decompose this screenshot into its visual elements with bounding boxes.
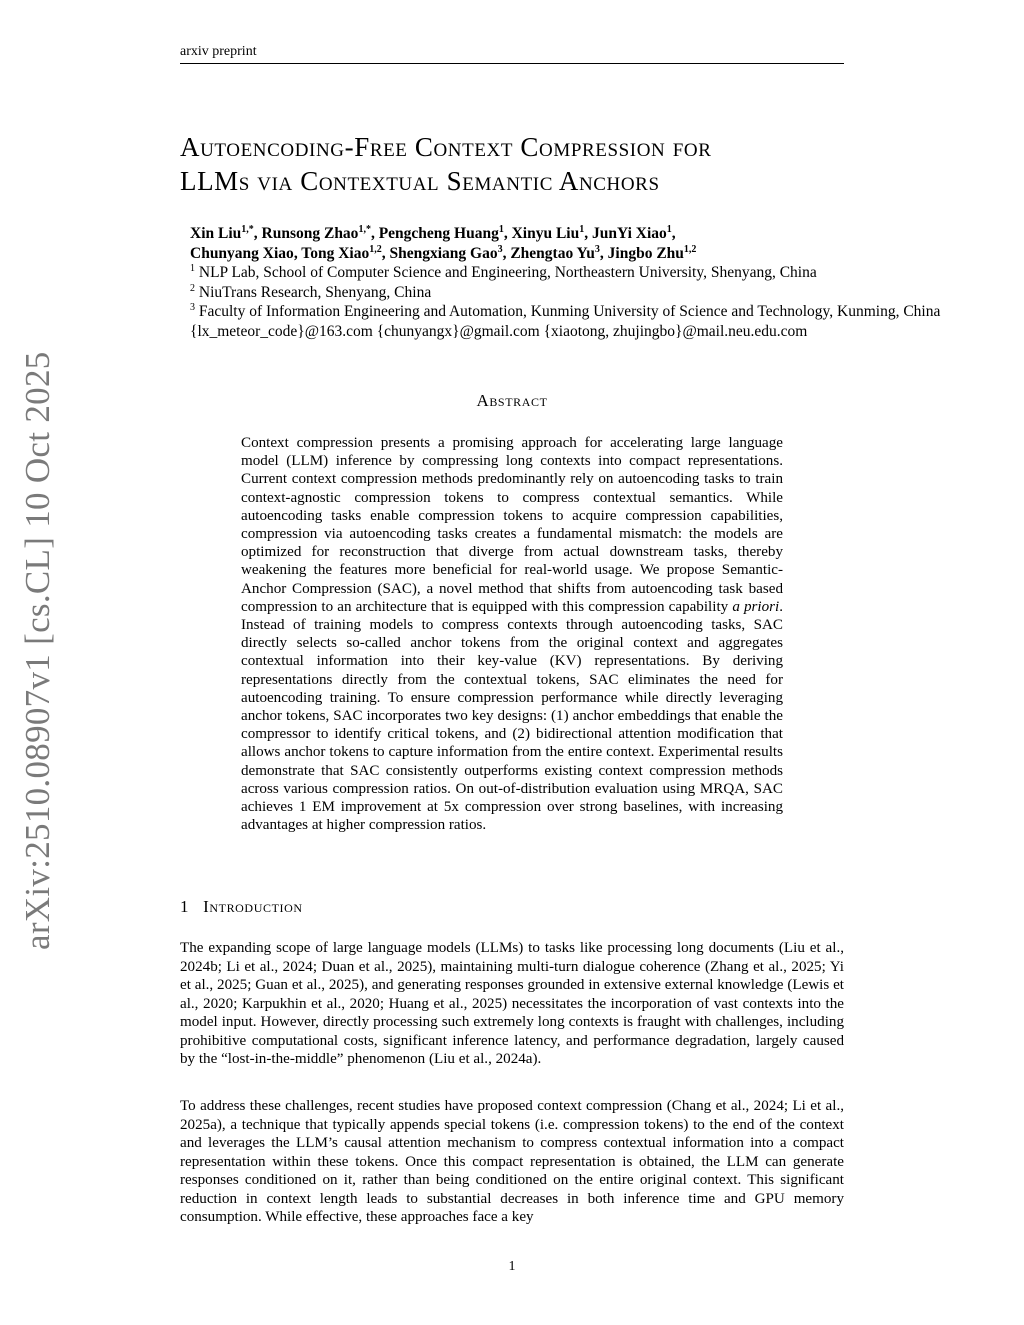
author-sup: 1,* [241,223,254,235]
abstract-text-part-2: . Instead of training models to compress contexts through autoencoding tasks, SAC directly selects so-called anchor tokens from the original context and aggregates contextual information into their key-value (KV) representations. By deriving representations directly from the contextual tokens, SAC eliminates the need for autoencoding training. To ensure compression performance while directly leveraging anchor tokens, SAC incorporates two key designs: (1) anchor embeddings that enable the compressor to identify critical tokens, and (2) bidirectional attention modification that allows anchor tokens to capture information from the entire context. Experimental results demonstrate that SAC consistently outperforms existing context compression methods across various compression ratios. On out-of-distribution evaluation using MRQA, SAC achieves 1 EM improvement at 5x compression over strong baselines, with increasing advantages at higher compression ratios. [241,598,783,834]
author-line-2 [190,244,1000,264]
title-line-2: LLMs via Contextual Semantic Anchors [180,166,660,196]
affiliation-sup: 1 [190,262,195,274]
author-line-1 [190,224,1000,244]
author-sep: , [671,225,676,242]
author-sup: 1 [498,223,504,235]
author-name: Tong Xiao [301,244,370,262]
author-emails: {lx_meteor_code}@163.com {chunyangx}@gmail.com {xiaotong, zhujingbo}@mail.neu.edu.com [190,322,808,340]
author-sep: , [599,244,608,262]
author-name: Zhengtao Yu [510,244,595,262]
affiliation-sup: 3 [190,301,195,313]
running-head: arxiv preprint [180,44,844,64]
author-name: Runsong Zhao [261,225,359,242]
author-sup: 1 [666,223,672,235]
author-name: Jingbo Zhu [607,244,684,262]
affiliation-1 [190,263,1000,283]
paper-title [180,130,880,198]
author-name: Xin Liu [190,225,242,242]
affiliation-text: NiuTrans Research, Shenyang, China [198,283,432,301]
abstract-text-part-1: Context compression presents a promising approach for accelerating large language model (LLM) inference by compressing long contexts into compact representations. Current context compression methods predominantly rely on autoencoding tasks to train context-agnostic compression tokens to compress contextual semantics. While autoencoding tasks enable compression tokens to acquire compression capabilities, compression via autoencoding tasks creates a fundamental mismatch: the models are optimized for reconstruction that diverge from actual downstream tasks, thereby weakening the features more beneficial for real-world usage. We propose Semantic-Anchor Compression (SAC), a novel method that shifts from autoencoding task based compression to an architecture that is equipped with this compression capability [241,435,783,615]
intro-paragraph-1: The expanding scope of large language models (LLMs) to tasks like processing long documents (Liu et al., 2024b; Li et al., 2024; Duan et al., 2025), maintaining multi-turn dialogue coherence (Zhang et al., 2025; Yi et al., 2025; Guan et al., 2025), and generating responses grounded in extensive external knowledge (Lewis et al., 2020; Karpukhin et al., 2020; Huang et al., 2025) necessitates the incorporation of vast contexts into the model input. However, directly processing such extremely long contexts is fraught with challenges, including prohibitive computational costs, significant inference latency, and performance degradation, largely caused by the “lost-in-the-middle” phenomenon (Liu et al., 2024a). [180,940,844,1067]
arxiv-side-stamp: arXiv:2510.08907v1 [cs.CL] 10 Oct 2025 [18,351,57,950]
title-line-1: Autoencoding-Free Context Compression for [180,132,712,162]
author-sep: , [381,244,390,262]
author-block [190,224,1000,341]
author-sep: , [253,225,262,242]
affiliation-2 [190,283,1000,303]
author-sep: , [502,244,511,262]
affiliation-sup: 2 [190,282,195,294]
author-sup: 1,2 [369,243,382,255]
section-title: Introduction [203,897,303,916]
intro-paragraph-2: To address these challenges, recent studies have proposed context compression (Chang et al., 2024; Li et al., 2025a), a technique that typically appends special tokens (i.e. compression tokens) to the end of the context and leverages the LLM’s causal attention mechanism to compress contextual information into a compact representation within these tokens. Once this compact representation is obtained, the LLM can generate responses conditioned on it, rather than being conditioned on the entire original context. This significant reduction in context length leads to substantial decreases in both inference time and GPU memory consumption. While effective, these approaches face a key [180,1098,844,1225]
author-sup: 3 [594,243,600,255]
author-sep: , [370,225,379,242]
affiliation-text: Faculty of Information Engineering and Automation, Kunming University of Science and Technology, Kunming, China [198,303,941,320]
author-name: Pengcheng Huang [378,225,499,242]
author-name: Chunyang Xiao [190,244,294,262]
affiliation-3 [190,302,1000,322]
author-sep: , [293,244,302,262]
affiliation-text: NLP Lab, School of Computer Science and Engineering, Northeastern University, Shenyang, China [198,264,817,281]
abstract-heading: Abstract [476,391,548,410]
author-name: Xinyu Liu [511,225,580,242]
author-sup: 1,* [358,223,371,235]
author-sup: 1,2 [683,243,697,255]
author-sep: , [503,225,512,242]
author-name: Shengxiang Gao [389,244,498,262]
abstract-text [241,434,783,834]
author-name: JunYi Xiao [591,225,667,242]
author-sup: 1 [579,223,585,235]
section-number: 1 [180,897,190,916]
page-number: 1 [508,1259,516,1274]
author-sep: , [584,225,592,242]
abstract-italic-term: a priori [732,598,780,615]
author-sup: 3 [497,243,503,255]
section-heading-introduction [180,897,303,917]
